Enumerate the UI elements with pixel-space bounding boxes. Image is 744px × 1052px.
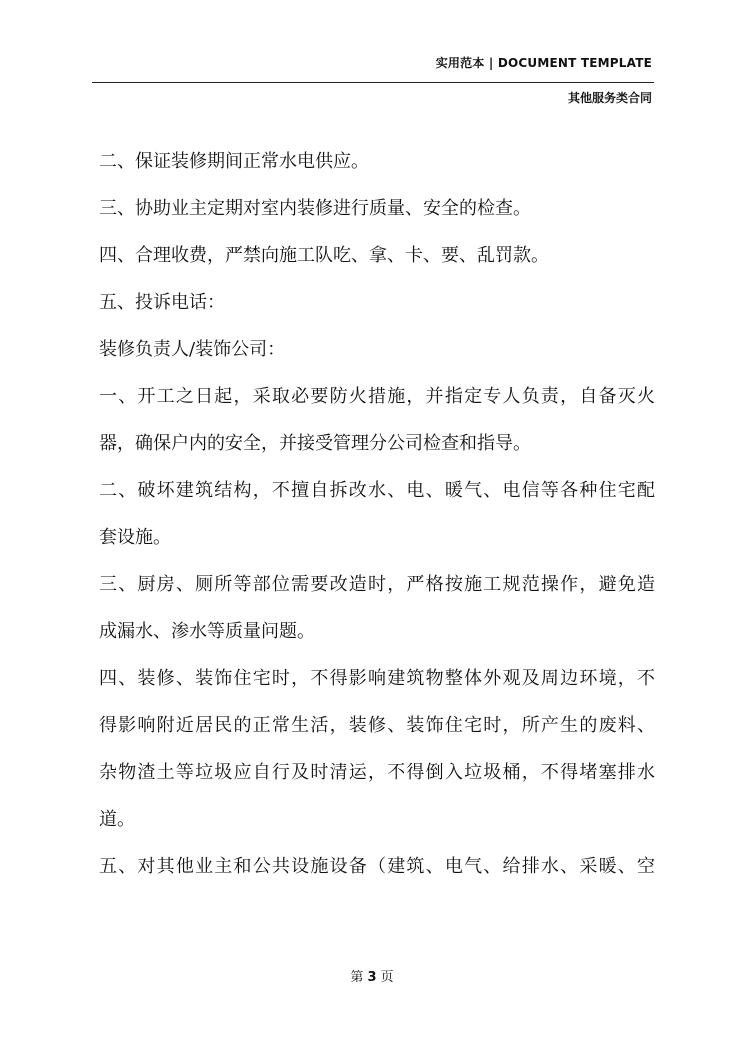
text-line: 三、协助业主定期对室内装修进行质量、安全的检查。 (99, 198, 531, 219)
text-line: 三、厨房、厕所等部位需要改造时，严格按施工规范操作，避免造 (99, 574, 655, 595)
header-divider (92, 82, 654, 83)
header-subtitle: 其他服务类合同 (567, 91, 652, 105)
text-line: 四、装修、装饰住宅时，不得影响建筑物整体外观及周边环境，不 (99, 668, 655, 689)
text-line: 四、合理收费，严禁向施工队吃、拿、卡、要、乱罚款。 (99, 245, 549, 266)
text-line: 道。 (99, 809, 135, 830)
text-line: 器，确保户内的安全，并接受管理分公司检查和指导。 (99, 433, 531, 454)
text-line: 套设施。 (99, 527, 171, 548)
text-line: 得影响附近居民的正常生活，装修、装饰住宅时，所产生的废料、 (99, 715, 655, 736)
page-number: 3 (367, 970, 377, 985)
text-line: 五、投诉电话： (99, 292, 225, 313)
header-title: 实用范本 | DOCUMENT TEMPLATE (435, 56, 652, 70)
text-line: 装修负责人/装饰公司： (99, 339, 286, 360)
document-body (99, 138, 655, 890)
page-footer (0, 966, 744, 985)
text-line: 杂物渣土等垃圾应自行及时清运，不得倒入垃圾桶，不得堵塞排水 (99, 762, 655, 783)
page-label-prefix: 第 (350, 970, 364, 985)
text-line: 二、保证装修期间正常水电供应。 (99, 151, 369, 172)
page-label-suffix: 页 (380, 970, 394, 985)
text-line: 五、对其他业主和公共设施设备（建筑、电气、给排水、采暖、空 (99, 856, 655, 877)
text-line: 一、开工之日起，采取必要防火措施，并指定专人负责，自备灭火 (99, 386, 655, 407)
text-line: 成漏水、渗水等质量问题。 (99, 621, 315, 642)
text-line: 二、破坏建筑结构，不擅自拆改水、电、暖气、电信等各种住宅配 (99, 480, 655, 501)
